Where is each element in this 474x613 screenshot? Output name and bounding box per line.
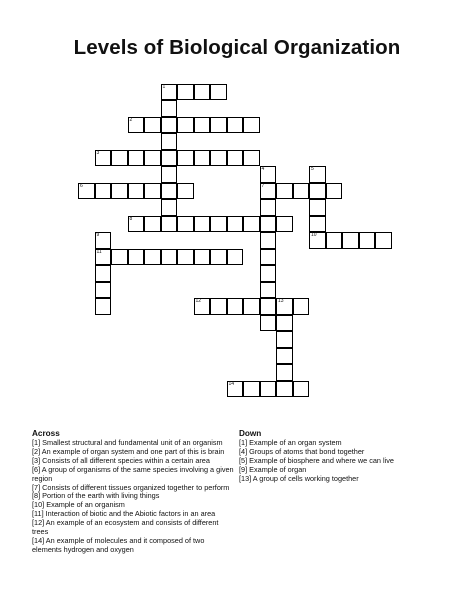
grid-cell[interactable] [276,381,293,398]
grid-cell[interactable] [276,364,293,381]
grid-cell[interactable] [177,84,194,101]
grid-cell[interactable] [194,298,211,315]
grid-cell[interactable] [276,298,293,315]
across-clue: [1] Smallest structural and fundamental unit of an organism [32,438,223,447]
grid-cell[interactable] [177,117,194,134]
grid-cell[interactable] [95,298,112,315]
grid-cell[interactable] [95,249,112,266]
grid-cell[interactable] [161,183,178,200]
clue-number: 3 [96,149,100,156]
grid-cell[interactable] [161,117,178,134]
clue-number: 4 [261,166,265,172]
grid-cell[interactable] [210,298,227,315]
grid-cell[interactable] [144,150,161,167]
across-clue: [3] Consists of all different species within a certain area [32,455,210,465]
grid-cell[interactable] [227,216,244,233]
clue-number: 5 [311,166,314,172]
grid-cell[interactable] [128,150,145,167]
grid-cell[interactable] [260,282,277,299]
grid-cell[interactable] [276,348,293,365]
clue-number: 13 [278,298,284,304]
grid-cell[interactable] [260,232,277,249]
grid-cell[interactable] [161,150,178,167]
grid-cell[interactable] [177,183,194,200]
grid-cell[interactable] [111,150,128,167]
across-clue: [11] Interaction of biotic and the Abiotic factors in an area [32,509,216,519]
grid-cell[interactable] [144,216,161,233]
down-clue: [1] Example of an organ system [239,438,342,447]
across-clue: [12] An example of an ecosystem and consists of different trees [32,518,219,537]
grid-cell[interactable] [144,183,161,200]
grid-cell[interactable] [326,183,343,200]
grid-cell[interactable] [111,183,128,200]
grid-cell[interactable] [243,381,260,398]
across-clue: [14] An example of molecules and it composed of two elements hydrogen and oxygen [32,535,205,554]
across-clue: [10] Example of an organism [32,500,125,510]
grid-cell[interactable] [260,249,277,266]
down-heading: Down [239,429,262,438]
grid-cell[interactable] [95,183,112,200]
clue-number: 9 [96,232,100,238]
grid-cell[interactable] [375,232,392,249]
grid-cell[interactable] [95,282,112,299]
grid-cell[interactable] [293,298,310,315]
grid-cell[interactable] [260,265,277,282]
grid-cell[interactable] [177,216,194,233]
clue-number: 6 [80,182,83,189]
grid-cell[interactable] [309,216,326,233]
across-clue: [6] A group of organisms of the same species involving a given region [32,464,234,483]
clue-number: 7 [261,182,265,189]
grid-cell[interactable] [260,199,277,216]
grid-cell[interactable] [161,84,178,101]
down-clue: [4] Groups of atoms that bond together [239,446,365,456]
grid-cell[interactable] [128,183,145,200]
grid-cell[interactable] [194,84,211,101]
grid-cell[interactable] [326,232,343,249]
grid-cell[interactable] [243,150,260,167]
grid-cell[interactable] [260,216,277,233]
grid-cell[interactable] [161,133,178,150]
grid-cell[interactable] [161,216,178,233]
grid-cell[interactable] [95,150,112,167]
grid-cell[interactable] [210,84,227,101]
clue-number: 1 [162,83,166,90]
grid-cell[interactable] [95,232,112,249]
grid-cell[interactable] [144,249,161,266]
across-clue: [8] Portion of the earth with living things [32,491,160,501]
down-clue: [13] A group of cells working together [239,473,359,483]
grid-cell[interactable] [128,117,145,134]
grid-cell[interactable] [342,232,359,249]
grid-cell[interactable] [293,381,310,398]
grid-cell[interactable] [260,298,277,315]
clue-number: 10 [311,232,317,238]
clue-number: 11 [96,248,102,255]
page-title: Levels of Biological Organization [73,36,401,59]
grid-cell[interactable] [260,381,277,398]
down-clue: [5] Example of biosphere and where we can live [239,455,394,465]
grid-cell[interactable] [161,166,178,183]
grid-cell[interactable] [227,117,244,134]
grid-cell[interactable] [210,249,227,266]
grid-cell[interactable] [194,249,211,266]
grid-cell[interactable] [95,265,112,282]
grid-cell[interactable] [276,331,293,348]
grid-cell[interactable] [243,216,260,233]
grid-cell[interactable] [260,183,277,200]
down-clues [239,428,454,484]
grid-cell[interactable] [210,117,227,134]
grid-cell[interactable] [128,249,145,266]
grid-cell[interactable] [276,183,293,200]
grid-cell[interactable] [177,150,194,167]
grid-cell[interactable] [177,249,194,266]
grid-cell[interactable] [359,232,376,249]
grid-cell[interactable] [227,298,244,315]
clue-number: 8 [129,215,133,222]
grid-cell[interactable] [276,315,293,332]
grid-cell[interactable] [243,117,260,134]
grid-cell[interactable] [243,298,260,315]
clue-number: 14 [228,380,235,387]
across-heading: Across [32,429,60,438]
clue-number: 2 [129,116,133,123]
grid-cell[interactable] [128,216,145,233]
across-clues [32,428,234,555]
grid-cell[interactable] [276,216,293,233]
grid-cell[interactable] [210,216,227,233]
grid-cell[interactable] [161,249,178,266]
grid-cell[interactable] [210,150,227,167]
grid-cell[interactable] [227,249,244,266]
across-clue: [2] An example of organ system and one part of this is brain [32,446,225,456]
grid-cell[interactable] [260,166,277,183]
down-clue: [9] Example of organ [239,464,307,474]
grid-cell[interactable] [194,150,211,167]
grid-cell[interactable] [144,117,161,134]
grid-cell[interactable] [309,199,326,216]
grid-cell[interactable] [111,249,128,266]
grid-cell[interactable] [227,381,244,398]
grid-cell[interactable] [227,150,244,167]
grid-cell[interactable] [260,315,277,332]
grid-cell[interactable] [78,183,95,200]
grid-cell[interactable] [161,199,178,216]
grid-cell[interactable] [194,117,211,134]
grid-cell[interactable] [309,232,326,249]
clue-number: 12 [195,298,202,304]
grid-cell[interactable] [293,183,310,200]
grid-cell[interactable] [194,216,211,233]
grid-cell[interactable] [161,100,178,117]
across-clue: [7] Consists of different tissues organized together to perform [32,482,230,492]
grid-cell[interactable] [309,183,326,200]
grid-cell[interactable] [309,166,326,183]
